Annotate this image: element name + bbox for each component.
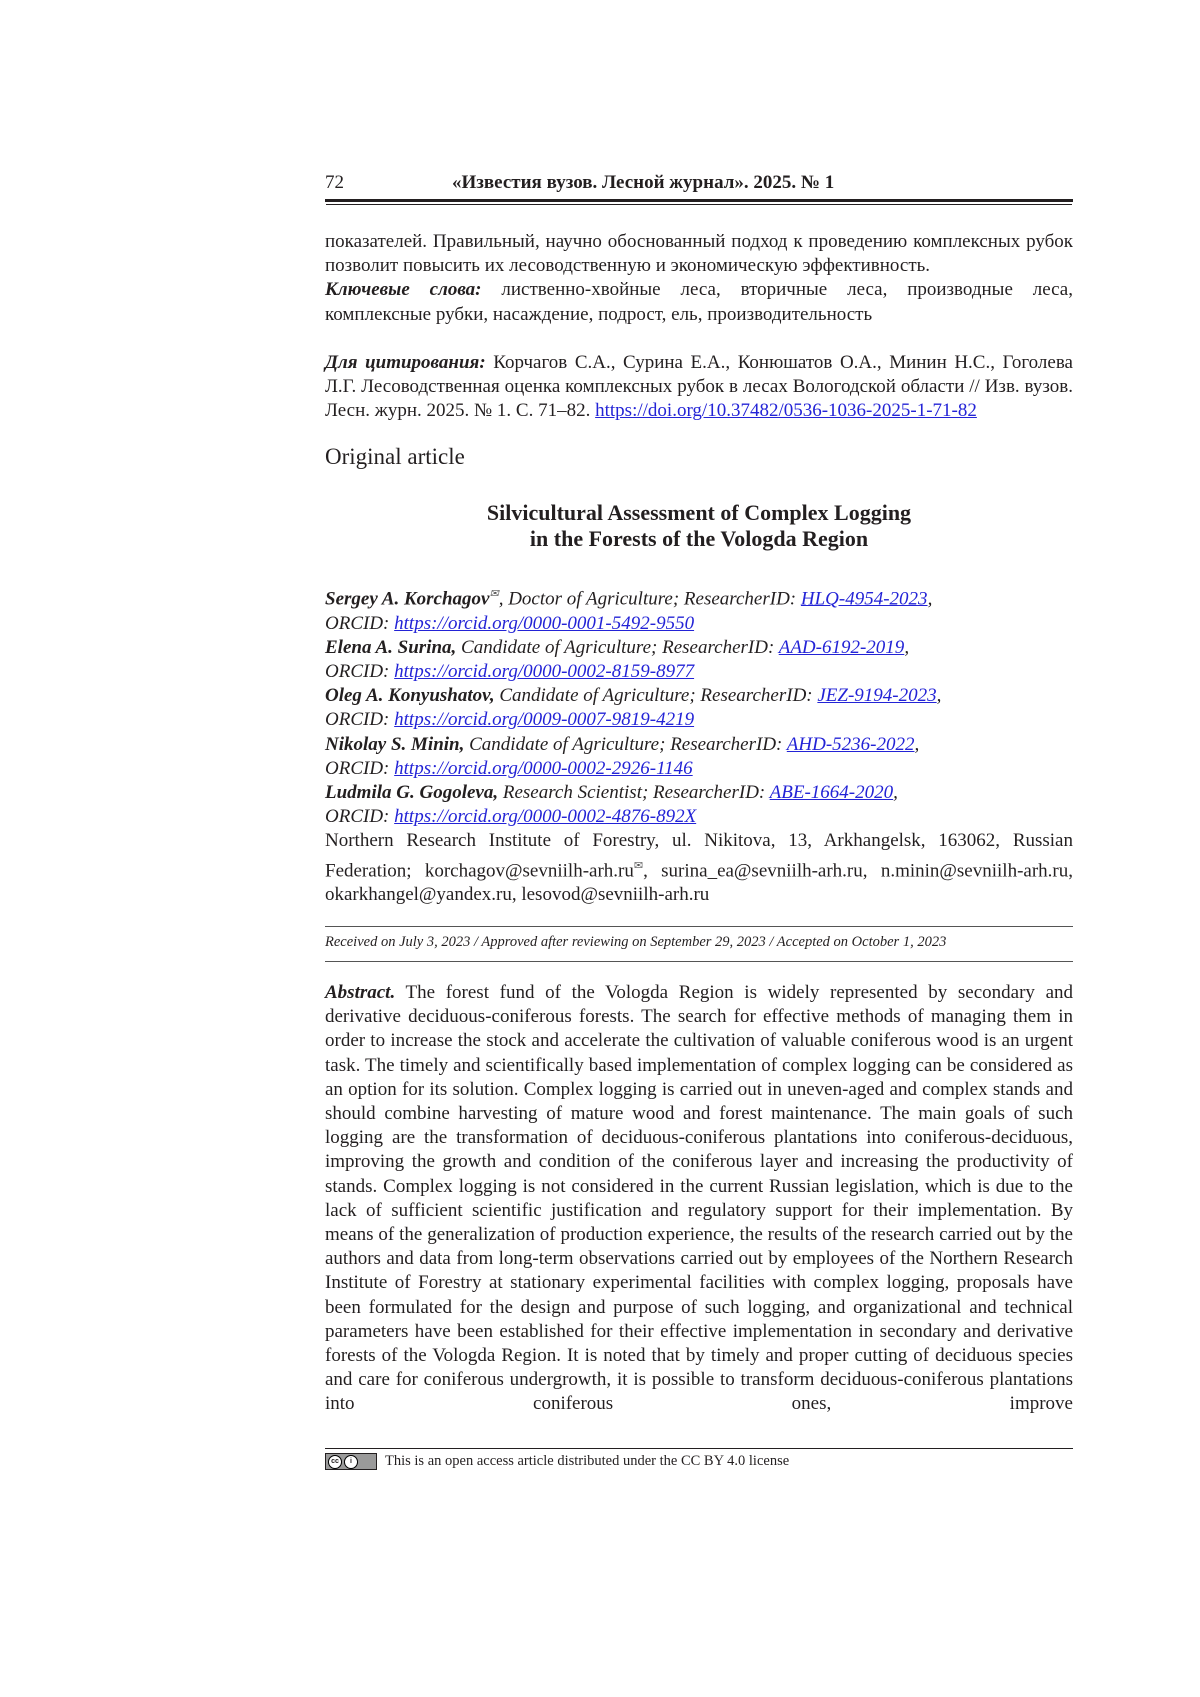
author-degree: Candidate of Agriculture; ResearcherID:: [464, 733, 787, 755]
received-dates: Received on July 3, 2023 / Approved after reviewing on September 29, 2023 / Accepted on October 1, 2023: [325, 934, 947, 950]
orcid-line: [325, 757, 1073, 781]
orcid-label: ORCID:: [325, 709, 395, 731]
orcid-link[interactable]: https://orcid.org/0009-0007-9819-4219: [394, 709, 695, 731]
abstract: [325, 981, 1073, 1417]
researcher-id-link[interactable]: AHD-5236-2022: [786, 733, 915, 755]
author-degree: , Doctor of Agriculture; ResearcherID:: [498, 588, 801, 610]
abstract-text: The forest fund of the Vologda Region is widely represented by secondary and derivative deciduous-coniferous forests. The search for effective methods of managing them in order to increase the stock and accelerate the cultivation of valuable coniferous wood is an urgent task. The timely and scientifically based implementation of complex logging can be considered as an option for its solution. Complex logging is carried out in uneven-aged and complex stands and should combine harvesting of mature wood and forest maintenance. The main goals of such logging are the transformation of deciduous-coniferous plantations into coniferous-deciduous, improving the growth and condition of the coniferous layer and increasing the productivity of stands. Complex logging is not considered in the current Russian legislation, which is due to the lack of sufficient scientific justification and regulatory support for their implementation. By means of the generalization of production experience, the results of the research carried out by the authors and data from long-term observations carried out by employees of the Northern Research Institute of Forestry at stationary experimental facilities with complex logging, proposals have been formulated for the design and purpose of such logging, and organizational and technical parameters have been established for their effective implementation in secondary and derivative forests of the Vologda Region. It is noted that by timely and proper cutting of deciduous species and care for coniferous undergrowth, it is possible to transform deciduous-coniferous plantations into coniferous ones, improve: [325, 982, 1073, 1415]
running-header: [325, 172, 1073, 200]
author-degree: Candidate of Agriculture; ResearcherID:: [456, 636, 779, 658]
author-line: Ludmila G. Gogoleva, Research Scientist; ResearcherID: ABE-1664-2020,: [325, 781, 898, 803]
russian-abstract-section: [325, 230, 1073, 423]
author-degree: Research Scientist; ResearcherID:: [498, 781, 770, 803]
orcid-line: [325, 612, 1073, 636]
orcid-link[interactable]: https://orcid.org/0000-0002-8159-8977: [394, 660, 695, 682]
affiliation-emails: , surina_ea@sevniilh-arh.ru, n.minin@sevniilh-arh.ru, okarkhangel@yandex.ru, lesovod@sevniilh-arh.ru: [325, 859, 1073, 906]
cc-by-license-icon: cc i: [325, 1453, 377, 1470]
author-name: Nikolay S. Minin,: [325, 733, 465, 755]
license-note: [325, 1453, 1073, 1470]
author-name: Oleg A. Konyushatov,: [325, 685, 495, 707]
orcid-label: ORCID:: [325, 757, 395, 779]
citation: [325, 351, 1073, 424]
abstract-label: Abstract.: [325, 982, 396, 1003]
orcid-link[interactable]: https://orcid.org/0000-0001-5492-9550: [394, 612, 695, 634]
orcid-label: ORCID:: [325, 612, 395, 634]
orcid-label: ORCID:: [325, 806, 395, 828]
footer-rule: [325, 1448, 1073, 1449]
author-line: Oleg A. Konyushatov, Candidate of Agriculture; ResearcherID: JEZ-9194-2023,: [325, 685, 942, 707]
researcher-id-link[interactable]: JEZ-9194-2023: [817, 685, 937, 707]
doi-link[interactable]: https://doi.org/10.37482/0536-1036-2025-1-71-82: [595, 400, 977, 422]
keywords: [325, 278, 1073, 326]
author-line: Nikolay S. Minin, Candidate of Agriculture; ResearcherID: AHD-5236-2022,: [325, 733, 920, 755]
article-title: [325, 500, 1073, 552]
orcid-link[interactable]: https://orcid.org/0000-0002-4876-892X: [394, 806, 697, 828]
author-line: Elena A. Surina, Candidate of Agriculture; ResearcherID: AAD-6192-2019,: [325, 636, 910, 658]
researcher-id-link[interactable]: AAD-6192-2019: [778, 636, 905, 658]
author-name: Sergey A. Korchagov: [325, 588, 490, 610]
author-name: Ludmila G. Gogoleva,: [325, 781, 499, 803]
keywords-text: лиственно-хвойные леса, вторичные леса, производные леса, комплексные рубки, насаждение, подрост, ель, производительность: [325, 279, 1073, 325]
citation-label: Для цитирования:: [325, 351, 486, 373]
article-type: Original article: [325, 444, 465, 469]
title-line: Silvicultural Assessment of Complex Logging: [486, 500, 912, 525]
orcid-label: ORCID:: [325, 660, 395, 682]
header-rule: [325, 199, 1073, 202]
divider: [325, 926, 1073, 927]
author-line: Sergey A. Korchagov✉, Doctor of Agriculture; ResearcherID: HLQ-4954-2023,: [325, 588, 933, 610]
author-degree: Candidate of Agriculture; ResearcherID:: [494, 685, 818, 707]
orcid-link[interactable]: https://orcid.org/0000-0002-2926-1146: [394, 757, 693, 779]
divider: [325, 961, 1073, 962]
page-number: 72: [325, 172, 344, 193]
researcher-id-link[interactable]: HLQ-4954-2023: [800, 588, 928, 610]
citation-text: Корчагов С.А., Сурина Е.А., Конюшатов О.А., Минин Н.С., Гоголева Л.Г. Лесоводственная оценка комплексных рубок в лесах Вологодской области // Изв. вузов. Лесн. журн. 2025. № 1. С. 71–82.: [325, 351, 1073, 422]
license-text: This is an open access article distributed under the CC BY 4.0 license: [385, 1453, 790, 1469]
orcid-line: [325, 708, 1073, 732]
researcher-id-link[interactable]: ABE-1664-2020: [769, 781, 894, 803]
affiliation-text: Northern Research Institute of Forestry, ul. Nikitova, 13, Arkhangelsk, 163062, Russian Federation; korchagov@sevniilh-arh.ru: [325, 830, 1073, 881]
title-line: in the Forests of the Vologda Region: [529, 526, 869, 551]
author-list: [325, 582, 1073, 907]
ru-abstract-end: показателей. Правильный, научно обоснованный подход к проведению комплексных рубок позволит повысить их лесоводственную и экономическую эффективность.: [325, 231, 1073, 277]
envelope-icon: ✉: [489, 588, 499, 600]
affiliation: [325, 829, 1073, 907]
orcid-line: [325, 660, 1073, 684]
journal-title: «Известия вузов. Лесной журнал». 2025. № 1: [452, 172, 835, 193]
envelope-icon: ✉: [633, 859, 644, 872]
author-name: Elena A. Surina,: [325, 636, 457, 658]
keywords-label: Ключевые слова:: [325, 279, 482, 301]
orcid-line: [325, 805, 1073, 829]
